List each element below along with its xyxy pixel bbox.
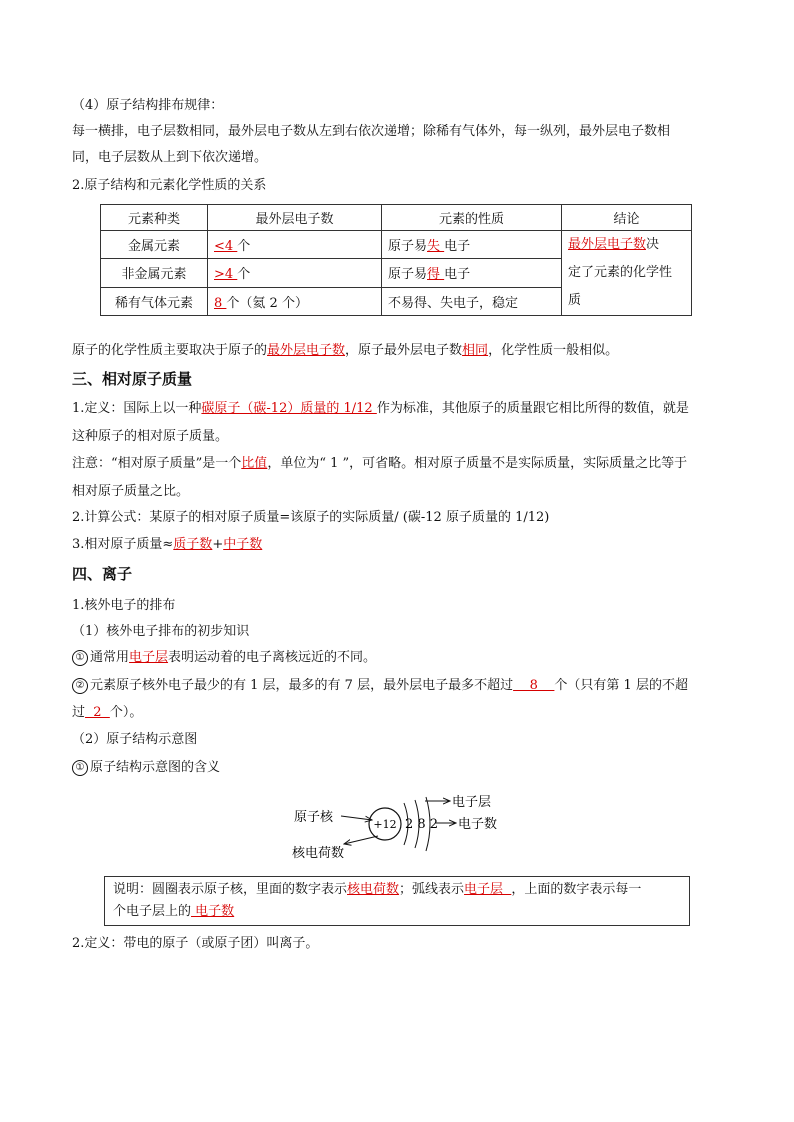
fill-blank: 中子数 [223, 537, 263, 552]
element-property: 不易得、失电子，稳定 [382, 287, 562, 315]
fill-blank: 失 [427, 239, 445, 255]
fill-blank: 碳原子（碳-12）质量的 1/12 [201, 401, 377, 416]
explanation-box [104, 876, 690, 926]
paragraph: 每一横排，电子层数相同，最外层电子数从左到右依次递增；除稀有气体外，每一纵列，最外层电子数相 [72, 124, 671, 139]
fill-blank: 核电荷数 [347, 882, 400, 897]
fill-blank: 电子层 [464, 882, 512, 897]
electrons-label: 电子数 [458, 817, 498, 832]
subsection-title: 1.核外电子的排布 [72, 598, 176, 613]
table-row [101, 231, 692, 259]
table-header: 结论 [562, 205, 692, 231]
shell-electrons: 2 8 2 [405, 817, 439, 832]
paragraph: 这种原子的相对原子质量。 [72, 429, 229, 444]
outer-electron-count: 8 个（氦 2 个） [208, 287, 382, 315]
arrow-icon [344, 836, 378, 844]
fill-blank: 8 [214, 295, 227, 311]
explanation-line: 个电子层上的 电子数 [113, 904, 235, 919]
element-kind: 稀有气体元素 [101, 287, 208, 315]
heading-3: 三、相对原子质量 [72, 370, 193, 388]
table-header: 元素的性质 [382, 205, 562, 231]
summary-line: 原子的化学性质主要取决于原子的最外层电子数，原子最外层电子数相同，化学性质一般相似。 [72, 343, 619, 358]
paragraph: 同，电子层数从上到下依次递增。 [72, 150, 268, 165]
atom-structure-diagram [280, 786, 520, 866]
fill-blank: <4 [214, 239, 238, 255]
conclusion-cell: 最外层电子数决 定了元素的化学性 质 [562, 231, 692, 316]
circled-number: ① [72, 760, 88, 776]
item-1: ① 通常用电子层表明运动着的电子离核远近的不同。 [72, 648, 376, 668]
circled-number: ① [72, 650, 88, 666]
fill-blank: 最外层电子数 [267, 343, 346, 358]
paragraph: 相对原子质量之比。 [72, 484, 190, 499]
subsection-title: （2）原子结构示意图 [72, 732, 198, 747]
fill-blank: 8 [513, 678, 555, 693]
element-property: 原子易失 电子 [382, 231, 562, 259]
circled-number: ② [72, 678, 88, 694]
fill-blank: 质子数 [173, 537, 213, 552]
table-header: 元素种类 [101, 205, 208, 231]
shell-label: 电子层 [452, 795, 492, 810]
fill-blank: 相同 [462, 343, 489, 358]
outer-electron-count: <4 个 [208, 231, 382, 259]
section-title-2: 2.原子结构和元素化学性质的关系 [72, 178, 267, 193]
fill-blank: 最外层电子数 [568, 237, 647, 252]
heading-4: 四、离子 [72, 565, 133, 583]
element-kind: 金属元素 [101, 231, 208, 259]
ion-definition: 2.定义：带电的原子（或原子团）叫离子。 [72, 936, 319, 951]
definition-line: 1.定义：国际上以一种碳原子（碳-12）质量的 1/12 作为标准，其他原子的质量跟它相比所得的数值，就是 [72, 401, 689, 416]
fill-blank: 电子层 [129, 650, 169, 665]
fill-blank: 2 [85, 705, 110, 720]
arrow-icon [341, 816, 372, 820]
subsection-title: （1）核外电子排布的初步知识 [72, 624, 250, 639]
charge-label: 核电荷数 [292, 846, 345, 861]
item-2-cont: 过 2 个）。 [72, 705, 143, 720]
nucleus-charge: +12 [373, 818, 397, 831]
relation-table [100, 204, 692, 316]
fill-blank: 比值 [241, 456, 268, 471]
element-kind: 非金属元素 [101, 259, 208, 287]
nucleus-label: 原子核 [294, 810, 334, 825]
fill-blank: 得 [427, 267, 445, 283]
fill-blank: >4 [214, 267, 238, 283]
item-2: ② 元素原子核外电子最少的有 1 层，最多的有 7 层，最外层电子最多不超过 8 个（只有第 1 层的不超 [72, 676, 688, 696]
table-header: 最外层电子数 [208, 205, 382, 231]
formula-line: 2.计算公式：某原子的相对原子质量=该原子的实际质量/ (碳-12 原子质量的 1/12) [72, 510, 550, 525]
subsection-title: ① 原子结构示意图的含义 [72, 758, 220, 778]
table-header-row [101, 205, 692, 231]
explanation-line: 说明：圆圈表示原子核，里面的数字表示核电荷数；弧线表示电子层 ，上面的数字表示每一 [113, 882, 642, 897]
note-line: 注意：“相对原子质量”是一个比值，单位为“ 1 ”，可省略。相对原子质量不是实际质量，实际质量之比等于 [72, 456, 688, 471]
section-title-4: （4）原子结构排布规律： [72, 98, 224, 113]
fill-blank: 电子数 [191, 904, 235, 919]
approx-line: 3.相对原子质量≈质子数+中子数 [72, 537, 263, 552]
outer-electron-count: >4 个 [208, 259, 382, 287]
element-property: 原子易得 电子 [382, 259, 562, 287]
